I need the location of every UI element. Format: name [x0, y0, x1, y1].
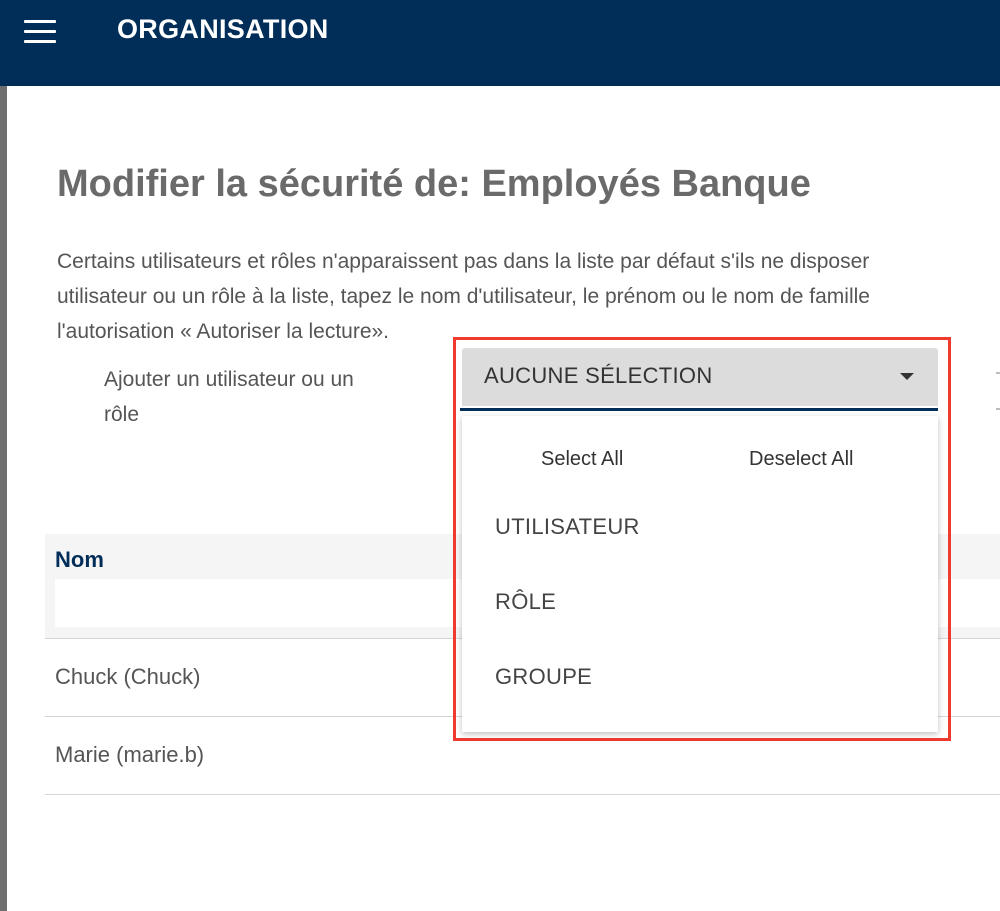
- option-label: RÔLE: [495, 589, 557, 614]
- select-underline: [460, 408, 938, 411]
- select-value: AUCUNE SÉLECTION: [484, 363, 713, 388]
- add-label-line: Ajouter un utilisateur ou un: [104, 368, 354, 391]
- option-label: UTILISATEUR: [495, 514, 640, 539]
- column-header-name[interactable]: Nom: [55, 547, 104, 572]
- type-select[interactable]: [462, 348, 938, 406]
- select-all-button[interactable]: Select All: [541, 448, 624, 470]
- option-label: GROUPE: [495, 664, 593, 689]
- caret-down-icon: [900, 373, 914, 380]
- add-label-line: rôle: [104, 403, 140, 426]
- row-name: Marie (marie.b): [55, 742, 205, 767]
- option-utilisateur[interactable]: [462, 497, 938, 557]
- description-line: l'autorisation « Autoriser la lecture».: [57, 320, 390, 343]
- page-title: Modifier la sécurité de: Employés Banque: [57, 163, 811, 205]
- description-line: Certains utilisateurs et rôles n'apparaissent pas dans la liste par défaut s'ils ne disposer: [57, 250, 870, 273]
- deselect-all-button[interactable]: Deselect All: [749, 448, 854, 470]
- add-user-role-label: [104, 362, 354, 432]
- hamburger-menu-icon[interactable]: [24, 20, 56, 44]
- offscreen-field-hint: [996, 372, 1000, 374]
- left-edge-strip: [0, 86, 7, 911]
- app-header: [0, 0, 1000, 86]
- offscreen-field-underline: [996, 408, 1000, 410]
- row-name: Chuck (Chuck): [55, 664, 201, 689]
- description-line: utilisateur ou un rôle à la liste, tapez le nom d'utilisateur, le prénom ou le nom de famille: [57, 285, 870, 308]
- option-groupe[interactable]: [462, 647, 938, 707]
- option-role[interactable]: [462, 572, 938, 632]
- app-title: ORGANISATION: [117, 14, 329, 44]
- row-divider: [45, 794, 1000, 795]
- page-description: [57, 244, 870, 349]
